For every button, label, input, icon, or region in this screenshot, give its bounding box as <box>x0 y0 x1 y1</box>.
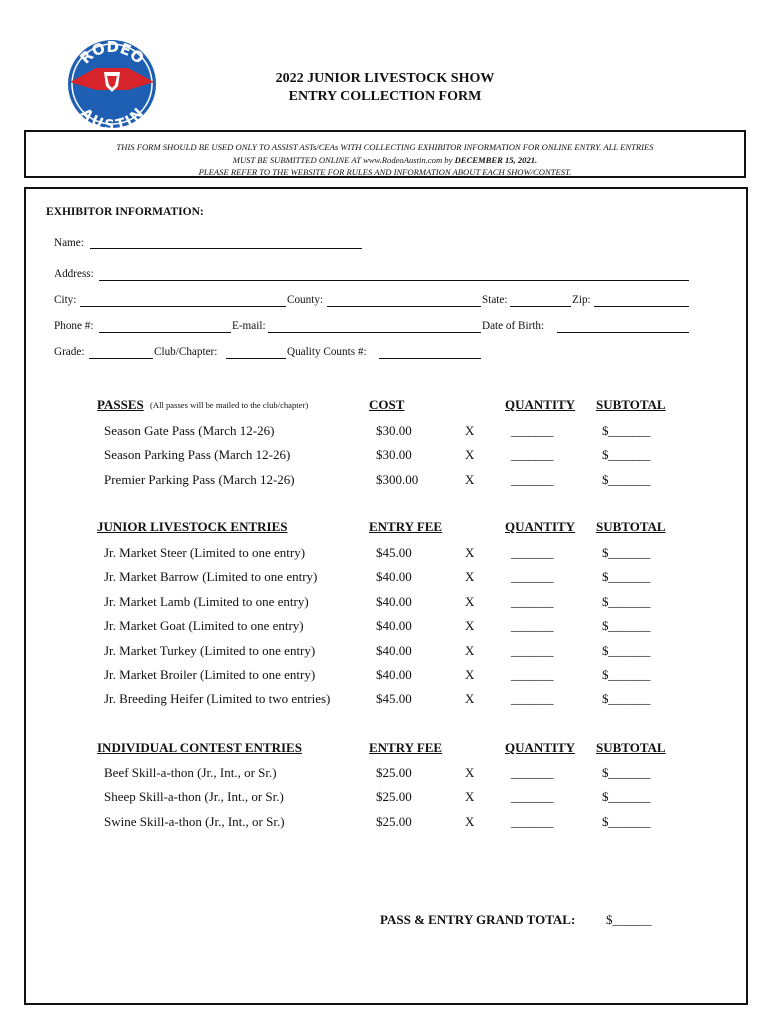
notice-line-1: THIS FORM SHOULD BE USED ONLY TO ASSIST ASTs/CEAs WITH COLLECTING EXHIBITOR INFORMATION FOR ONLINE ENTRY. ALL ENTRIES <box>116 142 654 152</box>
passes-heading: PASSES <box>97 397 144 412</box>
form-title <box>200 70 570 106</box>
name-label: Name: <box>54 237 84 249</box>
quantity-field[interactable]: _______ <box>511 569 553 584</box>
svg-text:AUSTIN: AUSTIN <box>77 105 147 130</box>
times-sign: X <box>465 545 475 560</box>
item-label: Season Parking Pass (March 12-26) <box>104 447 291 462</box>
zip-field[interactable] <box>594 306 689 307</box>
item-label: Jr. Market Goat (Limited to one entry) <box>104 618 304 633</box>
times-sign: X <box>465 594 475 609</box>
item-price: $25.00 <box>376 765 412 780</box>
grand-total-label: PASS & ENTRY GRAND TOTAL: <box>380 912 576 927</box>
item-label: Sheep Skill-a-thon (Jr., Int., or Sr.) <box>104 789 284 804</box>
svg-text:RODEO: RODEO <box>76 38 148 68</box>
item-price: $30.00 <box>376 423 412 438</box>
item-price: $300.00 <box>376 472 419 487</box>
item-price: $40.00 <box>376 594 412 609</box>
item-price: $30.00 <box>376 447 412 462</box>
name-field[interactable] <box>90 248 362 249</box>
livestock-price-header: ENTRY FEE <box>369 519 443 534</box>
quality-counts-label: Quality Counts #: <box>287 346 367 358</box>
email-label: E-mail: <box>232 320 266 332</box>
subtotal-field[interactable]: $_______ <box>602 423 650 438</box>
contest-subtotal-header: SUBTOTAL <box>596 740 666 755</box>
exhibitor-heading: EXHIBITOR INFORMATION: <box>46 206 204 218</box>
grade-label: Grade: <box>54 346 85 358</box>
quantity-field[interactable]: _______ <box>511 472 553 487</box>
rodeo-austin-logo <box>66 38 158 130</box>
item-label: Jr. Market Broiler (Limited to one entry) <box>104 667 316 682</box>
quantity-field[interactable]: _______ <box>511 447 553 462</box>
times-sign: X <box>465 789 475 804</box>
item-price: $40.00 <box>376 667 412 682</box>
times-sign: X <box>465 447 475 462</box>
item-price: $40.00 <box>376 643 412 658</box>
subtotal-field[interactable]: $_______ <box>602 765 650 780</box>
phone-field[interactable] <box>99 332 231 333</box>
item-label: Swine Skill-a-thon (Jr., Int., or Sr.) <box>104 814 285 829</box>
quantity-field[interactable]: _______ <box>511 691 553 706</box>
item-label: Premier Parking Pass (March 12-26) <box>104 472 295 487</box>
contest-price-header: ENTRY FEE <box>369 740 443 755</box>
times-sign: X <box>465 618 475 633</box>
city-field[interactable] <box>80 306 286 307</box>
quantity-field[interactable]: _______ <box>511 814 553 829</box>
item-price: $25.00 <box>376 814 412 829</box>
item-label: Jr. Breeding Heifer (Limited to two entries) <box>104 691 331 706</box>
county-field[interactable] <box>327 306 481 307</box>
subtotal-field[interactable]: $_______ <box>602 545 650 560</box>
subtotal-field[interactable]: $_______ <box>602 789 650 804</box>
livestock-heading: JUNIOR LIVESTOCK ENTRIES <box>97 519 288 534</box>
grand-total-field[interactable]: $______ <box>606 912 652 927</box>
item-label: Jr. Market Barrow (Limited to one entry) <box>104 569 318 584</box>
county-label: County: <box>287 294 324 306</box>
item-label: Beef Skill-a-thon (Jr., Int., or Sr.) <box>104 765 277 780</box>
subtotal-field[interactable]: $_______ <box>602 472 650 487</box>
passes-quantity-header: QUANTITY <box>505 397 576 412</box>
item-price: $45.00 <box>376 545 412 560</box>
livestock-quantity-header: QUANTITY <box>505 519 576 534</box>
dob-label: Date of Birth: <box>482 320 545 332</box>
item-label: Jr. Market Turkey (Limited to one entry) <box>104 643 316 658</box>
times-sign: X <box>465 472 475 487</box>
subtotal-field[interactable]: $_______ <box>602 594 650 609</box>
notice-line-2: MUST BE SUBMITTED ONLINE AT www.RodeoAustin.com by DECEMBER 15, 2021. <box>232 154 538 165</box>
dob-field[interactable] <box>557 332 689 333</box>
times-sign: X <box>465 765 475 780</box>
club-label: Club/Chapter: <box>154 346 218 358</box>
passes-note: (All passes will be mailed to the club/chapter) <box>150 400 309 410</box>
quality-counts-field[interactable] <box>379 358 481 359</box>
item-label: Jr. Market Lamb (Limited to one entry) <box>104 594 309 609</box>
passes-subtotal-header: SUBTOTAL <box>596 397 666 412</box>
times-sign: X <box>465 423 475 438</box>
state-label: State: <box>482 294 508 306</box>
subtotal-field[interactable]: $_______ <box>602 814 650 829</box>
quantity-field[interactable]: _______ <box>511 545 553 560</box>
quantity-field[interactable]: _______ <box>511 667 553 682</box>
subtotal-field[interactable]: $_______ <box>602 618 650 633</box>
quantity-field[interactable]: _______ <box>511 789 553 804</box>
item-price: $40.00 <box>376 618 412 633</box>
contest-heading: INDIVIDUAL CONTEST ENTRIES <box>97 740 302 755</box>
quantity-field[interactable]: _______ <box>511 765 553 780</box>
state-field[interactable] <box>510 306 571 307</box>
grade-field[interactable] <box>89 358 153 359</box>
subtotal-field[interactable]: $_______ <box>602 569 650 584</box>
times-sign: X <box>465 643 475 658</box>
contest-quantity-header: QUANTITY <box>505 740 576 755</box>
zip-label: Zip: <box>572 294 591 306</box>
instructions-notice <box>24 130 746 178</box>
item-price: $40.00 <box>376 569 412 584</box>
passes-price-header: COST <box>369 397 405 412</box>
item-price: $45.00 <box>376 691 412 706</box>
times-sign: X <box>465 667 475 682</box>
phone-label: Phone #: <box>54 320 94 332</box>
quantity-field[interactable]: _______ <box>511 643 553 658</box>
item-label: Season Gate Pass (March 12-26) <box>104 423 275 438</box>
times-sign: X <box>465 691 475 706</box>
title-line-2: ENTRY COLLECTION FORM <box>288 89 482 104</box>
subtotal-field[interactable]: $_______ <box>602 447 650 462</box>
email-field[interactable] <box>268 332 481 333</box>
subtotal-field[interactable]: $_______ <box>602 667 650 682</box>
quantity-field[interactable]: _______ <box>511 618 553 633</box>
city-label: City: <box>54 294 77 306</box>
times-sign: X <box>465 569 475 584</box>
logo-graphic <box>66 38 158 130</box>
title-line-1: 2022 JUNIOR LIVESTOCK SHOW <box>275 71 495 86</box>
item-label: Jr. Market Steer (Limited to one entry) <box>104 545 306 560</box>
quantity-field[interactable]: _______ <box>511 594 553 609</box>
subtotal-field[interactable]: $_______ <box>602 643 650 658</box>
times-sign: X <box>465 814 475 829</box>
livestock-subtotal-header: SUBTOTAL <box>596 519 666 534</box>
subtotal-field[interactable]: $_______ <box>602 691 650 706</box>
club-field[interactable] <box>226 358 286 359</box>
quantity-field[interactable]: _______ <box>511 423 553 438</box>
address-field[interactable] <box>99 280 689 281</box>
notice-line-3: PLEASE REFER TO THE WEBSITE FOR RULES AND INFORMATION ABOUT EACH SHOW/CONTEST. <box>198 167 572 177</box>
address-label: Address: <box>54 268 94 280</box>
item-price: $25.00 <box>376 789 412 804</box>
